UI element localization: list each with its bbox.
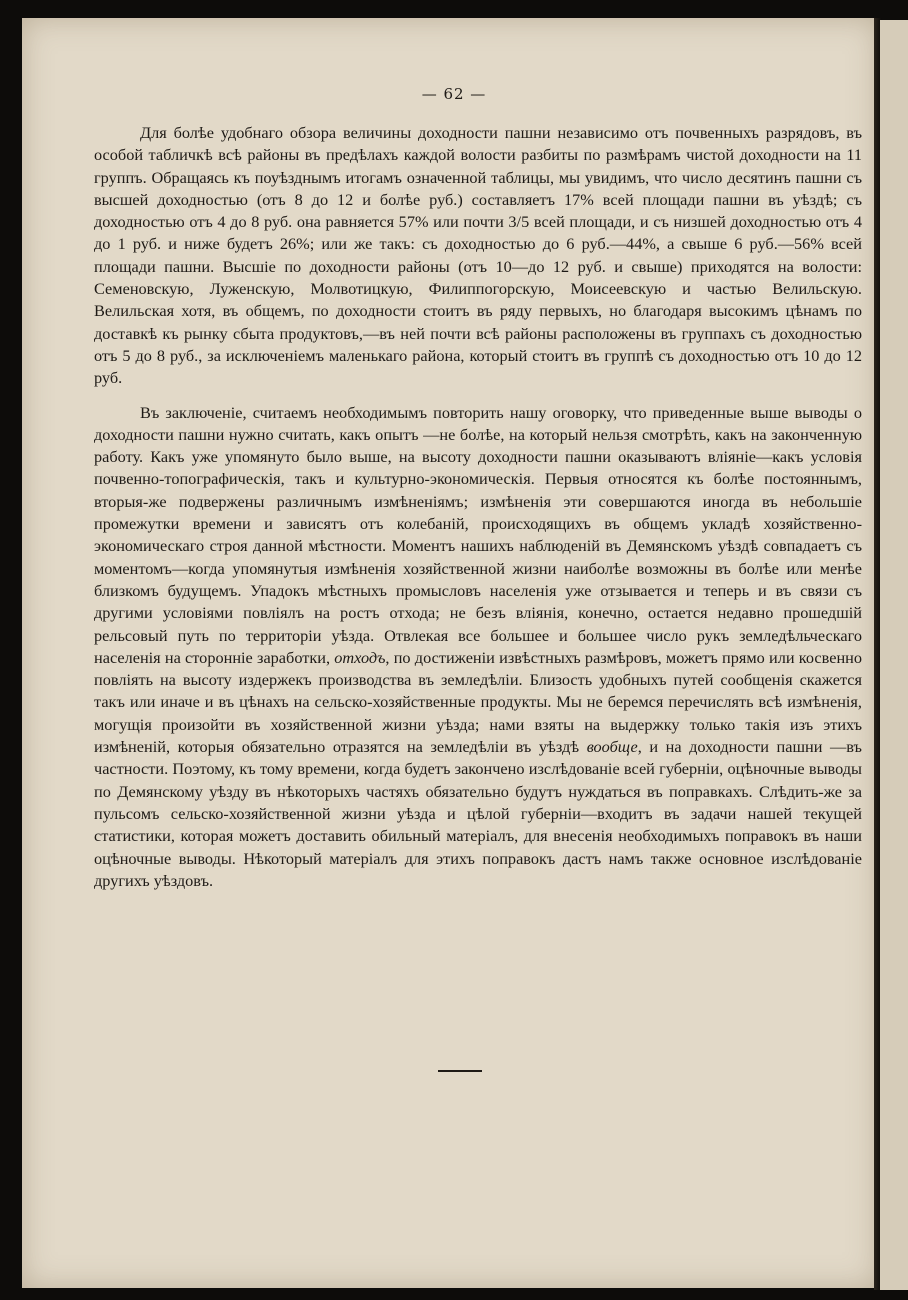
paragraph-2-part-2: , по достиженіи извѣстныхъ размѣровъ, можетъ прямо или косвенно повліять на высоту издержекъ производства въ земледѣліи. Близость удобныхъ путей сообщенія скажется такъ или иначе и въ цѣнахъ на сельско-хозяйственные продукты. Мы не беремся перечислять всѣ измѣненія, могущія произойти въ хозяйственной жизни уѣзда; нами взяты на выдержку только такія изъ этихъ измѣненій, которыя обязательно отразятся на земледѣліи въ уѣздѣ [94, 647, 863, 757]
paragraph-2 [94, 402, 862, 893]
body-text [94, 122, 862, 892]
paragraph-2-part-3: , и на доходности пашни —въ частности. Поэтому, къ тому времени, когда будетъ закончено изслѣдованіе всей губерніи, оцѣночные выводы по Демянскому уѣзду въ нѣкоторыхъ частяхъ обязательно будутъ нуждаться въ поправкахъ. Слѣдить-же за пульсомъ сельско-хозяйственной жизни уѣзда и цѣлой губерніи—входитъ въ задачи нашей текущей статистики, которая можетъ доставить обильный матеріалъ, для внесенія необходимыхъ поправокъ въ наши оцѣночные выводы. Нѣкоторый матеріалъ для этихъ поправокъ дастъ намъ также основное изслѣдованіе другихъ уѣздовъ. [94, 737, 862, 890]
page-number: — 62 — [421, 85, 487, 103]
section-end-rule [438, 1070, 482, 1072]
adjacent-page-edge [880, 20, 908, 1290]
emphasis-voobshche: вообще [586, 737, 638, 757]
paragraph-2-part-1: Въ заключеніе, считаемъ необходимымъ повторить нашу оговорку, что приведенные выше выводы о доходности пашни нужно считать, какъ опытъ —не болѣе, на который нельзя смотрѣть, какъ на законченную работу. Какъ уже упомянуто было выше, на высоту доходности пашни оказываютъ вліяніе—какъ условія почвенно-топографическія, такъ и культурно-экономическія. Первыя относятся къ болѣе постояннымъ, вторыя-же подвержены различнымъ измѣненіямъ; измѣненія эти совершаются иногда въ небольшіе промежутки времени и зависятъ отъ колебаній, происходящихъ въ общемъ укладѣ хозяйственно-экономическаго строя данной мѣстности. Моментъ нашихъ наблюденій въ Демянскомъ уѣздѣ совпадаетъ съ моментомъ—когда упомянутыя измѣненія хозяйственной жизни наиболѣе возможны въ болѣе или менѣе близкомъ будущемъ. Упадокъ мѣстныхъ промысловъ населенія уже отзывается и теперь и въ связи съ другими условіями повліялъ на ростъ отхода; не безъ вліянія, конечно, остается недавно прошедшій рельсовый путь по территоріи уѣзда. Отвлекая все большее и большее число рукъ земледѣльческаго населенія на сторонніе заработки, [94, 402, 862, 667]
paragraph-1: Для болѣе удобнаго обзора величины доходности пашни независимо отъ почвенныхъ разрядовъ, въ особой табличкѣ всѣ районы въ предѣлахъ каждой волости разбиты по размѣрамъ чистой доходности на 11 группъ. Обращаясь къ поуѣзднымъ итогамъ означенной таблицы, мы увидимъ, что число десятинъ пашни съ высшей доходностью (отъ 8 до 12 и болѣе руб.) составляетъ 17% всей площади пашни въ уѣздѣ; съ доходностью отъ 4 до 8 руб. она равняется 57% или почти 3/5 всей площади, и съ низшей доходностью отъ 4 до 1 руб. и ниже будетъ 26%; или же такъ: съ доходностью до 6 руб.—44%, а свыше 6 руб.—56% всей площади пашни. Высшіе по доходности районы (отъ 10—до 12 руб. и свыше) приходятся на волости: Семеновскую, Луженскую, Молвотицкую, Филиппогорскую, Моисеевскую и частью Велильскую. Велильская хотя, въ общемъ, по доходности стоитъ въ ряду первыхъ, но благодаря высокимъ цѣнамъ по доставкѣ къ рынку сбыта продуктовъ,—въ ней почти всѣ районы расположены въ группахъ съ доходностью отъ 5 до 8 руб., за исключеніемъ маленькаго района, который стоитъ въ группѣ съ доходностью отъ 10 до 12 руб. [94, 123, 862, 388]
emphasis-otkhod: отходъ [334, 647, 386, 667]
